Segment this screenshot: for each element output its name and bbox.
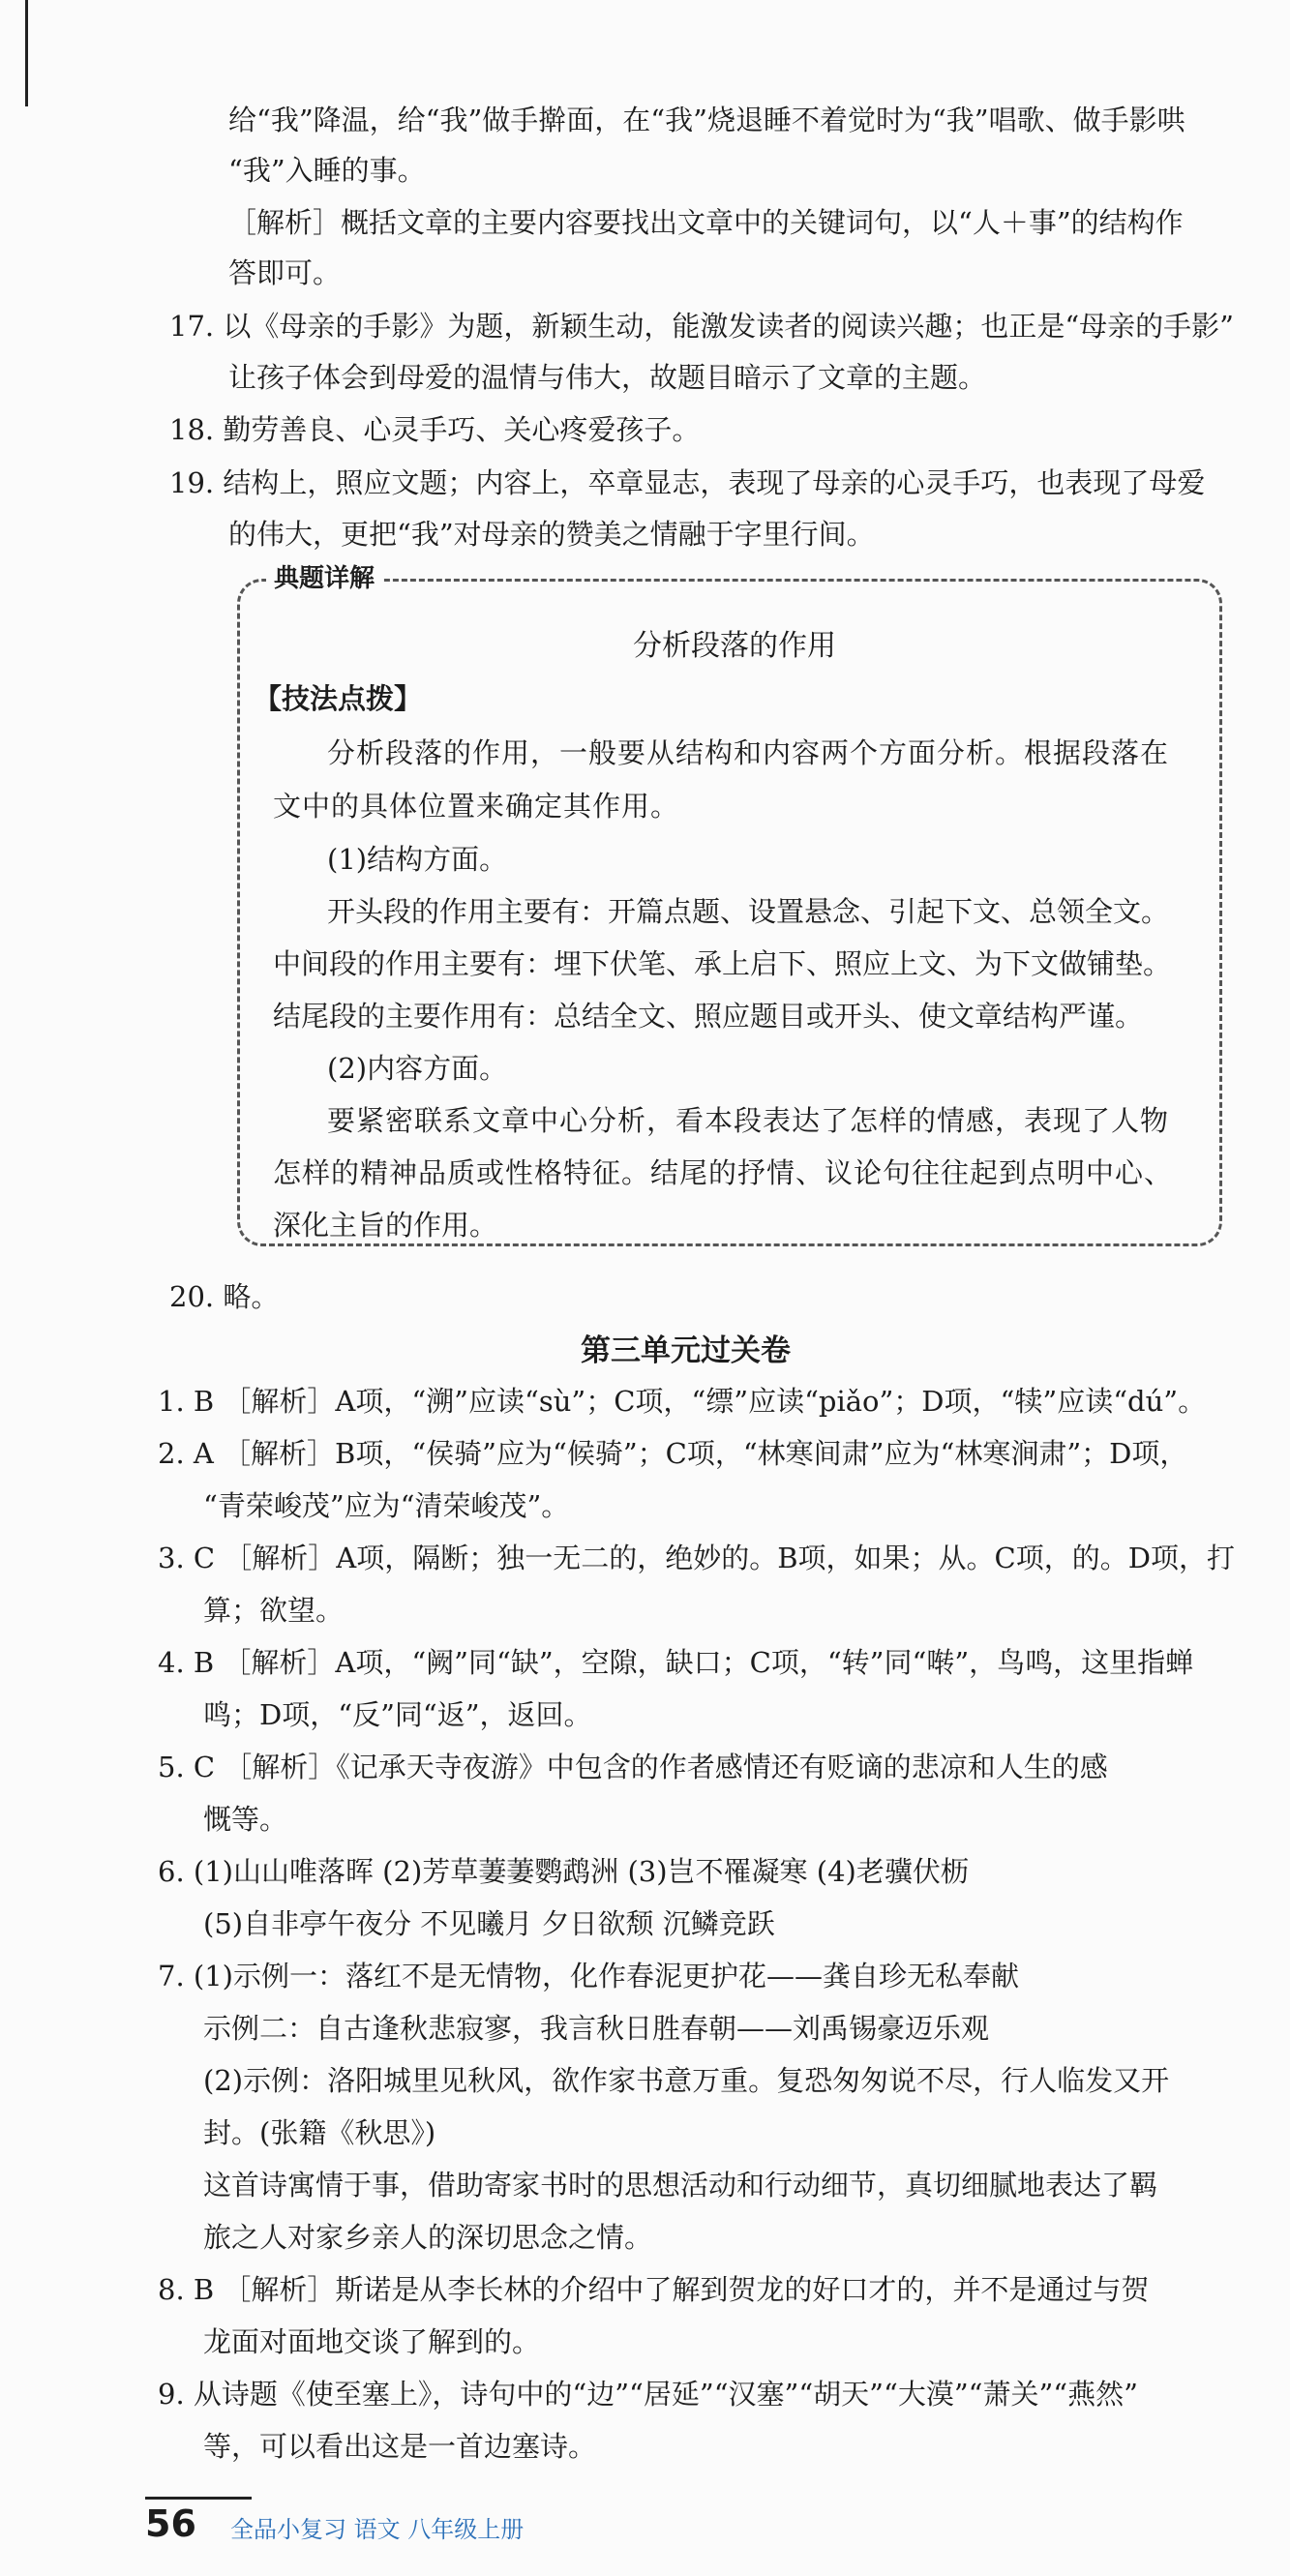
answer-9: 9. 从诗题《使至塞上》，诗句中的“边”“居延”“汉塞”“胡天”“大漠”“萧关”“燕然” — [158, 2378, 1138, 2411]
analysis-line: ［解析］概括文章的主要内容要找出文章中的关键词句，以“人＋事”的结构作 — [228, 206, 1184, 239]
answer-line: 慨等。 — [203, 1803, 288, 1836]
box-line: (2)内容方面。 — [327, 1052, 508, 1085]
answer-line: “我”入睡的事。 — [228, 154, 426, 187]
box-line: 文中的具体位置来确定其作用。 — [273, 790, 680, 823]
answer-5: 5. C ［解析］《记承天寺夜游》中包含的作者感情还有贬谪的悲凉和人生的感 — [158, 1751, 1108, 1783]
answer-4: 4. B ［解析］A项，“阙”同“缺”，空隙，缺口；C项，“转”同“啭”，鸟鸣，这里指蝉 — [158, 1646, 1194, 1679]
margin-rule — [25, 0, 28, 106]
answer-line: (2)示例：洛阳城里见秋风，欲作家书意万重。复恐匆匆说不尽，行人临发又开 — [203, 2064, 1170, 2097]
section-title: 第三单元过关卷 — [581, 1333, 791, 1368]
question-20: 20. 略。 — [169, 1280, 280, 1313]
answer-6: 6. (1)山山唯落晖 (2)芳草萋萋鹦鹉洲 (3)岂不罹凝寒 (4)老骥伏枥 — [158, 1855, 969, 1888]
answer-line: 这首诗寓情于事，借助寄家书时的思想活动和行动细节，真切细腻地表达了羁 — [203, 2169, 1158, 2202]
answer-7: 7. (1)示例一：落红不是无情物，化作春泥更护花——龚自珍无私奉献 — [158, 1960, 1019, 1992]
answer-line: 示例二：自古逢秋悲寂寥，我言秋日胜春朝——刘禹锡豪迈乐观 — [203, 2012, 990, 2045]
answer-line: 旅之人对家乡亲人的深切思念之情。 — [203, 2221, 653, 2254]
footer-text: 全品小复习 语文 八年级上册 — [230, 2516, 525, 2543]
box-line: 怎样的精神品质或性格特征。结尾的抒情、议论句往往起到点明中心、 — [273, 1156, 1174, 1189]
box-line: 中间段的作用主要有：埋下伏笔、承上启下、照应上文、为下文做铺垫。 — [273, 947, 1172, 980]
box-line: 分析段落的作用，一般要从结构和内容两个方面分析。根据段落在 — [327, 736, 1170, 769]
footer-rule — [145, 2497, 252, 2500]
question-17: 17. 以《母亲的手影》为题，新颖生动，能激发读者的阅读兴趣；也正是“母亲的手影” — [169, 310, 1234, 343]
answer-line: 龙面对面地交谈了解到的。 — [203, 2325, 541, 2358]
box-line: (1)结构方面。 — [327, 843, 508, 876]
answer-line: 让孩子体会到母爱的温情与伟大，故题目暗示了文章的主题。 — [228, 361, 987, 394]
box-label: 典题详解 — [266, 559, 382, 598]
box-subtitle: 【技法点拨】 — [254, 682, 423, 715]
box-line: 深化主旨的作用。 — [273, 1209, 498, 1242]
question-18: 18. 勤劳善良、心灵手巧、关心疼爱孩子。 — [169, 413, 701, 446]
answer-line: 鸣；D项，“反”同“返”，返回。 — [203, 1698, 592, 1731]
answer-line: 答即可。 — [228, 256, 342, 289]
answer-8: 8. B ［解析］斯诺是从李长林的介绍中了解到贺龙的好口才的，并不是通过与贺 — [158, 2273, 1150, 2306]
box-line: 开头段的作用主要有：开篇点题、设置悬念、引起下文、总领全文。 — [327, 895, 1170, 928]
box-line: 要紧密联系文章中心分析，看本段表达了怎样的情感，表现了人物 — [327, 1104, 1170, 1137]
answer-line: 等，可以看出这是一首边塞诗。 — [203, 2430, 597, 2463]
answer-line: 的伟大，更把“我”对母亲的赞美之情融于字里行间。 — [228, 518, 875, 551]
answer-1: 1. B ［解析］A项，“溯”应读“sù”；C项，“缥”应读“piǎo”；D项，“犊”应读“dú”。 — [158, 1385, 1207, 1418]
answer-line: 封。(张籍《秋思》) — [203, 2116, 436, 2149]
question-19: 19. 结构上，照应文题；内容上，卒章显志，表现了母亲的心灵手巧，也表现了母爱 — [169, 466, 1206, 499]
answer-3: 3. C ［解析］A项，隔断；独一无二的，绝妙的。B项，如果；从。C项，的。D项，打 — [158, 1542, 1235, 1574]
answer-line: (5)自非亭午夜分 不见曦月 夕日欲颓 沉鳞竞跃 — [203, 1907, 775, 1940]
answer-line: “青荣峻茂”应为“清荣峻茂”。 — [203, 1489, 570, 1522]
answer-2: 2. A ［解析］B项，“侯骑”应为“候骑”；C项，“林寒间肃”应为“林寒涧肃”；D项， — [158, 1437, 1188, 1470]
answer-line: 给“我”降温，给“我”做手擀面，在“我”烧退睡不着觉时为“我”唱歌、做手影哄 — [228, 104, 1185, 136]
box-title: 分析段落的作用 — [633, 629, 836, 663]
page-number: 56 — [145, 2502, 196, 2545]
box-line: 结尾段的主要作用有：总结全文、照应题目或开头、使文章结构严谨。 — [273, 1000, 1144, 1033]
answer-line: 算；欲望。 — [203, 1594, 345, 1627]
